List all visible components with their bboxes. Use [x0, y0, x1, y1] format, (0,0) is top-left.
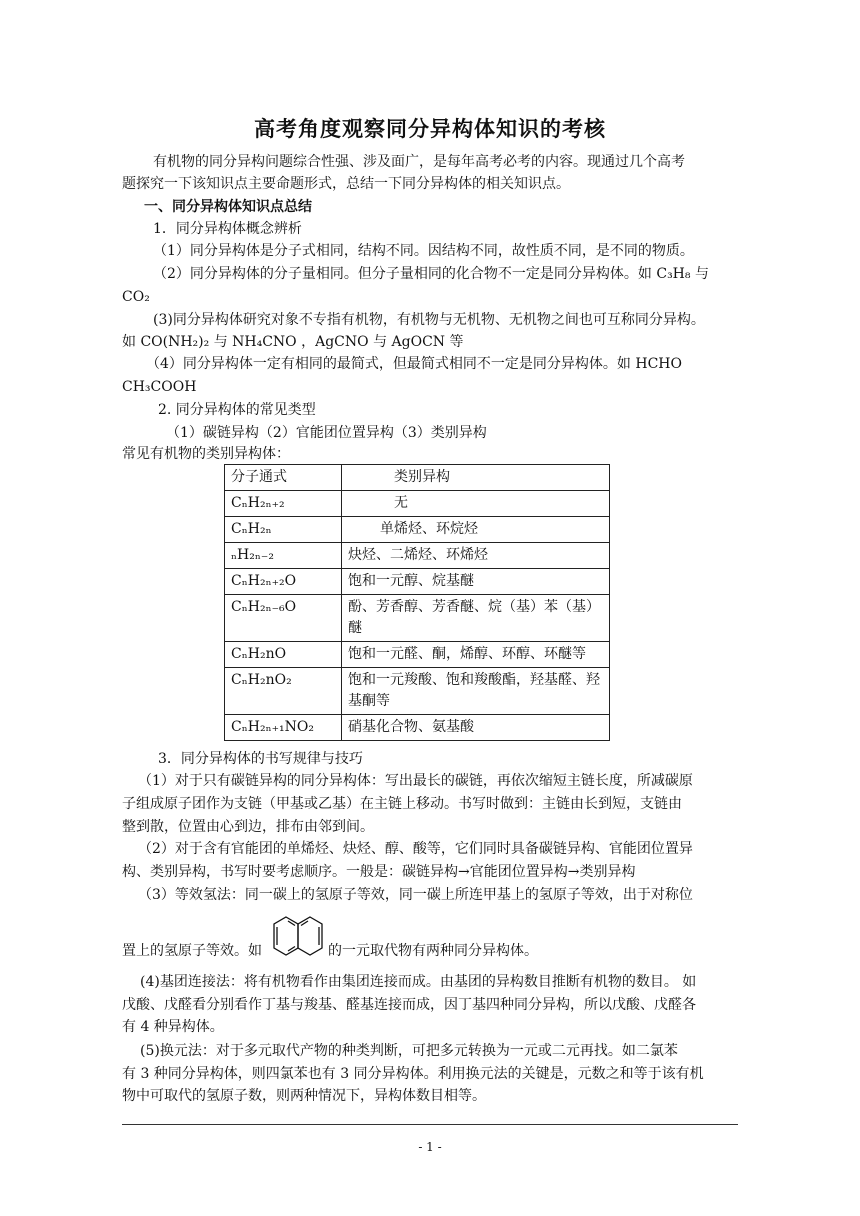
table-row [225, 543, 610, 569]
formula-cell: CₙH₂nO₂ [225, 668, 342, 715]
table-row [225, 642, 610, 668]
footer-divider [122, 1124, 738, 1125]
rule-3-line-2-pre: 置上的氢原子等效。如 [122, 943, 262, 959]
formula-cell: ₙH₂ₙ₋₂ [225, 543, 342, 569]
table-row [225, 517, 610, 543]
intro-line-2: 题探究一下该知识点主要命题形式，总结一下同分异构体的相关知识点。 [122, 176, 570, 192]
isomer-table [224, 464, 610, 741]
rule-3-line-1: （3）等效氢法：同一碳上的氢原子等效，同一碳上所连甲基上的氢原子等效，出于对称位 [138, 887, 693, 903]
rule-1-line-2: 子组成原子团作为支链（甲基或乙基）在主链上移动。书写时做到：主链由长到短，支链由 [122, 796, 682, 812]
formula-cell: CₙH₂ₙ₋₆O [225, 595, 342, 642]
table-row [225, 715, 610, 741]
isomer-cell: 炔烃、二烯烃、环烯烃 [342, 543, 610, 569]
isomer-cell: 饱和一元羧酸、饱和羧酸酯，羟基醛、羟基酮等 [342, 668, 610, 715]
isomer-cell: 硝基化合物、氨基酸 [342, 715, 610, 741]
subheading-rules: 3．同分异构体的书写规律与技巧 [158, 751, 363, 767]
table-row [225, 595, 610, 642]
rule-1-line-3: 整到散，位置由心到边，排布由邻到间。 [122, 819, 374, 835]
rule-5-line-1: (5)换元法：对于多元取代产物的种类判断，可把多元转换为一元或二元再找。如二氯苯 [140, 1043, 678, 1059]
table-row [225, 569, 610, 595]
point-2-line-2: CO₂ [122, 289, 150, 305]
formula-cell: CₙH₂ₙ₊₁NO₂ [225, 715, 342, 741]
header-isomer: 类别异构 [342, 465, 610, 491]
table-row [225, 668, 610, 715]
point-4-line-2: CH₃COOH [122, 379, 197, 395]
rule-2-line-2: 构、类别异构，书写时要考虑顺序。一般是：碳链异构→官能团位置异构→类别异构 [122, 864, 636, 880]
formula-cell: CₙH₂nO [225, 642, 342, 668]
formula-cell: CₙH₂ₙ₊₂O [225, 569, 342, 595]
rule-5-line-2: 有 3 种同分异构体，则四氯苯也有 3 同分异构体。利用换元法的关键是，元数之和等于该有机 [122, 1066, 704, 1082]
document-title: 高考角度观察同分异构体知识的考核 [254, 116, 606, 141]
types-list: （1）碳链异构（2）官能团位置异构（3）类别异构 [166, 425, 487, 441]
table-header-row [225, 465, 610, 491]
isomer-cell: 无 [342, 491, 610, 517]
rule-4-line-1: (4)基团连接法：将有机物看作由集团连接而成。由基团的异构数目推断有机物的数目。 如 [140, 974, 697, 990]
subheading-concept: 1．同分异构体概念辨析 [153, 221, 302, 237]
intro-line-1: 有机物的同分异构问题综合性强、涉及面广，是每年高考必考的内容。现通过几个高考 [153, 154, 685, 170]
rule-5-line-3: 物中可取代的氢原子数，则两种情况下，异构体数目相等。 [122, 1088, 486, 1104]
section-heading-1: 一、同分异构体知识点总结 [144, 199, 312, 215]
isomer-cell: 单烯烃、环烷烃 [342, 517, 610, 543]
point-3-line-2: 如 CO(NH₂)₂ 与 NH₄CNO ，AgCNO 与 AgOCN 等 [122, 334, 464, 350]
isomer-cell: 饱和一元醇、烷基醚 [342, 569, 610, 595]
header-formula: 分子通式 [225, 465, 342, 491]
rule-4-line-3: 有 4 种异构体。 [122, 1019, 224, 1035]
point-1: （1）同分异构体是分子式相同，结构不同。因结构不同，故性质不同，是不同的物质。 [153, 243, 694, 259]
subheading-types: 2. 同分异构体的常见类型 [158, 402, 316, 418]
rule-3-line-2-post: 的一元取代物有两种同分异构体。 [328, 943, 538, 959]
isomer-cell: 酚、芳香醇、芳香醚、烷（基）苯（基）醚 [342, 595, 610, 642]
table-row [225, 491, 610, 517]
rule-4-line-2: 戊酸、戊醛看分别看作丁基与羧基、醛基连接而成，因丁基四种同分异构，所以戊酸、戊醛各 [122, 997, 696, 1013]
page-number: - 1 - [418, 1140, 442, 1154]
rule-2-line-1: （2）对于含有官能团的单烯烃、炔烃、醇、酸等，它们同时具备碳链异构、官能团位置异 [138, 841, 693, 857]
formula-cell: CₙH₂ₙ [225, 517, 342, 543]
point-2-line-1: （2）同分异构体的分子量相同。但分子量相同的化合物不一定是同分异构体。如 C₃H₈ 与 [153, 266, 709, 282]
naphthalene-structure-icon [272, 914, 324, 958]
point-4-line-1: （4）同分异构体一定有相同的最简式，但最简式相同不一定是同分异构体。如 HCHO [146, 356, 682, 372]
rule-1-line-1: （1）对于只有碳链异构的同分异构体：写出最长的碳链，再依次缩短主链长度，所减碳原 [138, 773, 693, 789]
point-3-line-1: (3)同分异构体研究对象不专指有机物，有机物与无机物、无机物之间也可互称同分异构。 [153, 312, 705, 328]
isomer-cell: 饱和一元醛、酮，烯醇、环醇、环醚等 [342, 642, 610, 668]
formula-cell: CₙH₂ₙ₊₂ [225, 491, 342, 517]
table-caption: 常见有机物的类别异构体： [122, 446, 290, 462]
